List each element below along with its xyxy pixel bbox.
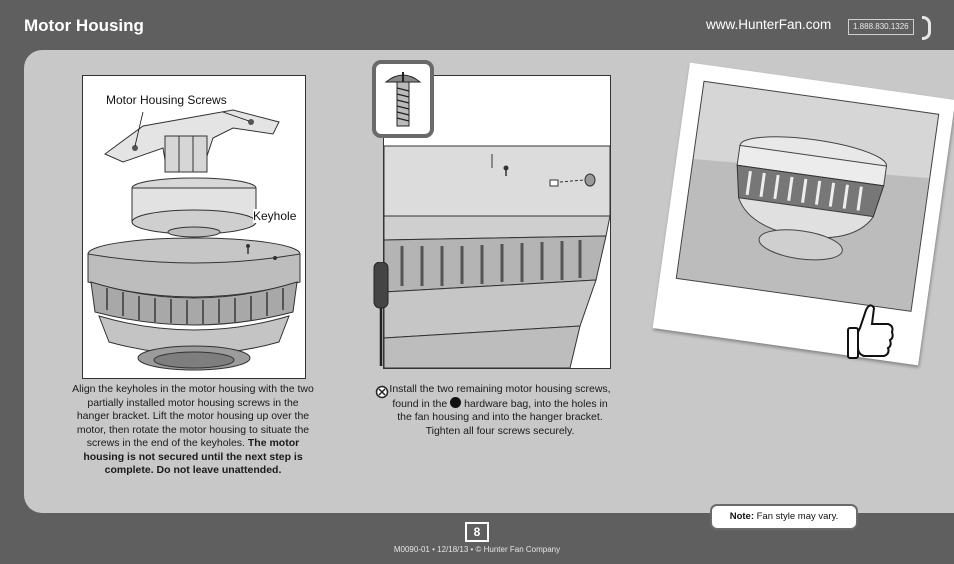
fan-photo-polaroid — [653, 63, 954, 366]
motor-housing-drawing — [83, 76, 305, 378]
caption-middle-text-2: hardware bag, into the holes in the fan housing and into the hanger bracket. Tighten all four screws securely. — [397, 397, 608, 437]
page-number: 8 — [465, 522, 489, 542]
screwdriver-tool-icon — [375, 385, 389, 399]
phone-icon — [922, 16, 931, 40]
step-caption-left — [70, 383, 316, 478]
page-title: Motor Housing — [24, 16, 144, 35]
note-box — [710, 504, 858, 530]
keyhole-label: Keyhole — [253, 209, 297, 223]
caption-left-text: Align the keyholes in the motor housing with the two partially installed motor housing screws in the hanger bracket. Lift the motor housing up over the motor, then rotate the motor housing to situate the screws in the end of the keyholes. — [72, 383, 314, 449]
hardware-bag-icon — [450, 397, 461, 408]
screw-hardware-badge — [372, 60, 434, 138]
caption-left-warning: The motor housing is not secured until the next step is complete. Do not leave unattended. — [83, 437, 303, 476]
footer-text: M0090-01 • 12/18/13 • © Hunter Fan Company — [393, 545, 561, 554]
installed-fan-image — [677, 82, 938, 311]
screw-icon — [376, 64, 430, 134]
step-caption-middle — [388, 383, 612, 438]
caption-middle-text-1: Install the two remaining motor housing screws, found in the — [389, 383, 611, 410]
note-label: Note: — [729, 511, 754, 522]
motor-housing-screws-label: Motor Housing Screws — [106, 93, 227, 107]
website-link[interactable]: www.HunterFan.com — [706, 17, 832, 32]
fan-photo — [676, 81, 940, 312]
motor-housing-illustration — [82, 75, 306, 379]
thumbs-up-icon — [846, 298, 896, 364]
phone-number: 1.888.830.1326 — [848, 19, 914, 35]
screwdriver-icon — [370, 262, 392, 370]
note-text: Fan style may vary. — [756, 511, 839, 522]
